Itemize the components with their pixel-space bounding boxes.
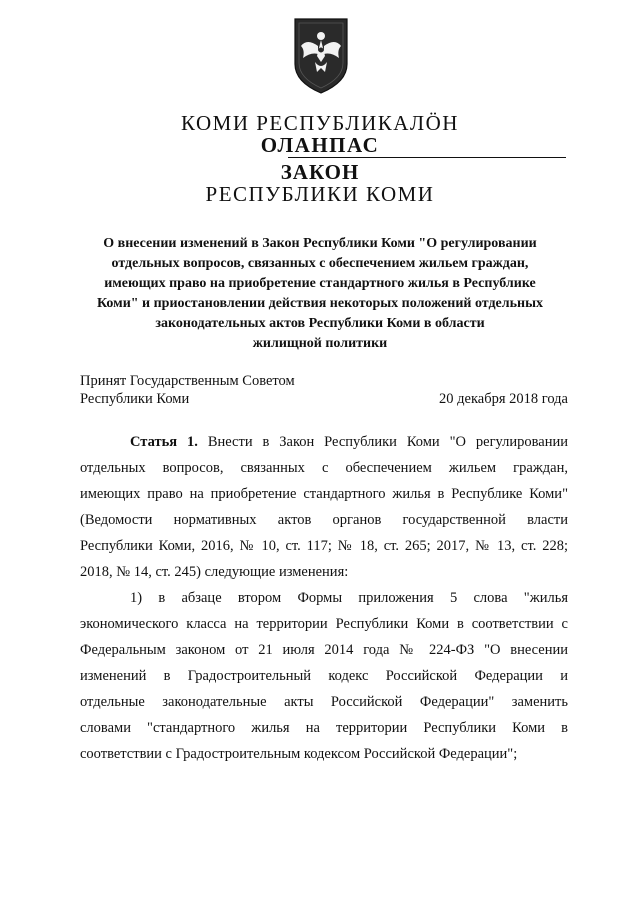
header-line-republic: РЕСПУБЛИКИ КОМИ <box>205 182 435 206</box>
adoption-line: Республики Коми <box>80 391 190 407</box>
item-1-first-line: 1) в абзаце втором Формы приложения 5 слова "жилья <box>130 590 568 606</box>
article-text: Внести в Закон Республики Коми "О регулировании <box>207 434 569 450</box>
law-title <box>60 234 580 354</box>
adoption-date: 20 декабря 2018 года <box>439 391 568 407</box>
header-divider <box>288 157 566 158</box>
body-line: словами "стандартного жилья на территории Республики Коми в <box>80 720 568 736</box>
body-line: соответствии с Градостроительным кодексом Российской Федерации"; <box>80 746 518 762</box>
header-line-zakon: ЗАКОН <box>280 160 360 184</box>
header-line-olanpas: ОЛАНПАС <box>260 133 380 157</box>
header-line-komi: КОМИ РЕСПУБЛИКАЛӦН <box>181 111 459 135</box>
body-line: 2018, № 14, ст. 245) следующие изменения: <box>80 564 349 580</box>
adoption-line: Принят Государственным Советом <box>80 373 295 389</box>
body-line: имеющих право на приобретение стандартного жилья в Республике Коми" <box>80 486 568 502</box>
body-line: изменений в Градостроительный кодекс Российской Федерации и <box>80 668 568 684</box>
body-line: (Ведомости нормативных актов органов государственной власти <box>80 512 568 528</box>
body-line: отдельные законодательные акты Российской Федерации" заменить <box>80 694 568 710</box>
title-line: имеющих право на приобретение стандартного жилья в Республике <box>104 276 536 291</box>
body-line: отдельных вопросов, связанных с обеспечением жильем граждан, <box>80 460 568 476</box>
title-line: жилищной политики <box>252 336 388 351</box>
body-line: Федеральным законом от 21 июля 2014 года № 224-ФЗ "О внесении <box>80 642 568 658</box>
article-label: Статья 1. <box>130 434 198 450</box>
article-1-first-line <box>80 429 568 455</box>
title-line: Коми" и приостановлении действия некоторых положений отдельных <box>96 296 544 311</box>
law-body <box>80 429 568 767</box>
body-line: экономического класса на территории Республики Коми в соответствии с <box>80 616 568 632</box>
title-line: отдельных вопросов, связанных с обеспечением жильем граждан, <box>111 256 529 271</box>
adoption-block <box>80 372 295 408</box>
body-line: Республики Коми, 2016, № 10, ст. 117; № 18, ст. 265; 2017, № 13, ст. 228; <box>80 538 568 554</box>
title-line: законодательных актов Республики Коми в области <box>155 316 485 331</box>
title-line: О внесении изменений в Закон Республики Коми "О регулировании <box>103 236 537 251</box>
komi-coat-of-arms-icon <box>291 16 351 96</box>
